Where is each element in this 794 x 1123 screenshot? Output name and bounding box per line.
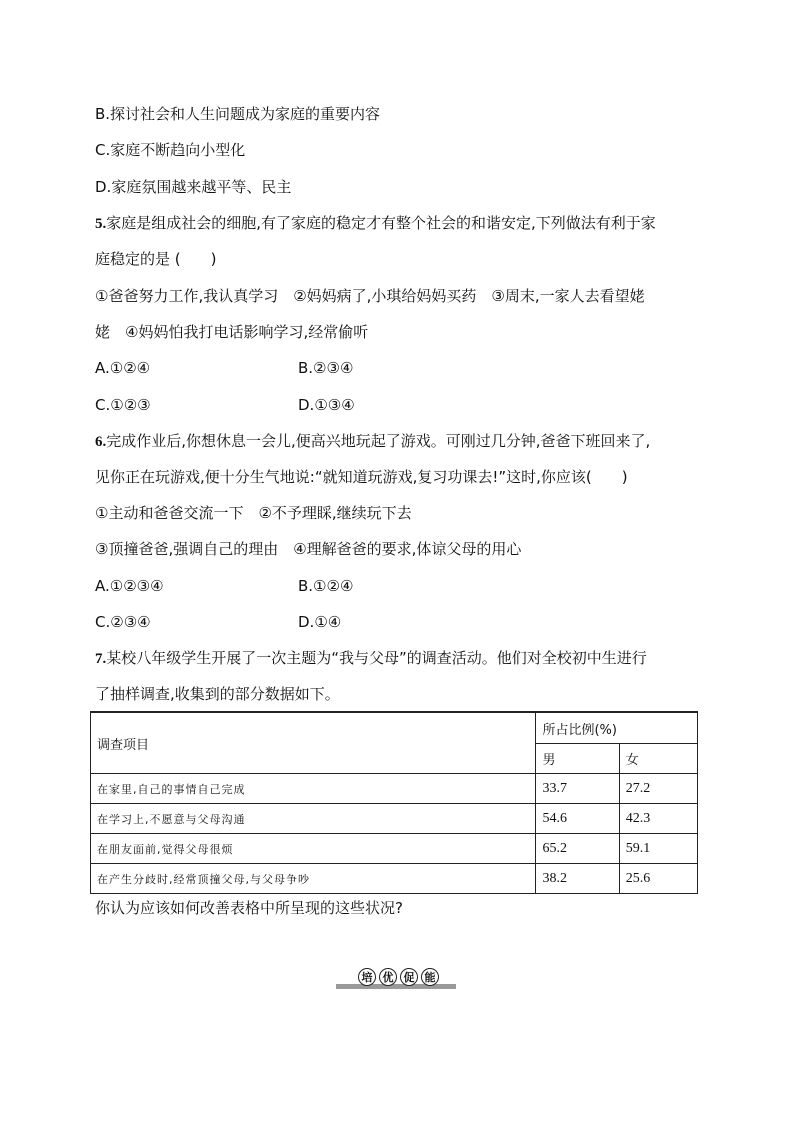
banner-char: 培 (358, 968, 376, 986)
q5-options-row1 (95, 358, 354, 378)
table-row (91, 834, 698, 864)
q6-option-a: A.①②③④ (95, 577, 164, 595)
q7-question: 你认为应该如何改善表格中所呈现的这些状况? (95, 899, 403, 917)
section-banner (336, 968, 456, 990)
row-item: 在产生分歧时,经常顶撞父母,与父母争吵 (91, 864, 536, 894)
q5-stem-line1: 5.家庭是组成社会的细胞,有了家庭的稳定才有整个社会的和谐安定,下列做法有利于家 (95, 214, 656, 232)
banner-char: 促 (400, 968, 418, 986)
q6-option-d: D.①④ (298, 613, 342, 631)
row-item: 在朋友面前,觉得父母很烦 (91, 834, 536, 864)
header-ratio: 所占比例(%) (536, 712, 698, 744)
q5-items-line2: 姥 ④妈妈怕我打电话影响学习,经常偷听 (95, 323, 369, 341)
q5-options-row2 (95, 395, 355, 415)
q5-option-b: B.②③④ (298, 359, 354, 377)
row-item: 在学习上,不愿意与父母沟通 (91, 804, 536, 834)
banner-char: 优 (379, 968, 397, 986)
q6-stem-line1: 6.完成作业后,你想休息一会儿,便高兴地玩起了游戏。可刚过几分钟,爸爸下班回来了, (95, 432, 651, 450)
row-male: 54.6 (536, 804, 619, 834)
q6-option-c: C.②③④ (95, 613, 151, 631)
row-male: 38.2 (536, 864, 619, 894)
q5-stem-line2: 庭稳定的是 ( ) (95, 250, 217, 268)
q4-option-d: D.家庭氛围越来越平等、民主 (95, 178, 292, 196)
q7-stem-line2: 了抽样调查,收集到的部分数据如下。 (95, 685, 340, 703)
row-female: 59.1 (619, 834, 697, 864)
q6-items-line1: ①主动和爸爸交流一下 ②不予理睬,继续玩下去 (95, 504, 412, 522)
row-female: 25.6 (619, 864, 697, 894)
table-row (91, 774, 698, 804)
q6-stem-line2: 见你正在玩游戏,便十分生气地说:“就知道玩游戏,复习功课去!”这时,你应该( ) (95, 468, 628, 486)
q6-number: 6. (95, 434, 107, 450)
q5-number: 5. (95, 216, 107, 232)
table-row (91, 864, 698, 894)
q7-stem-line1: 7.某校八年级学生开展了一次主题为“我与父母”的调查活动。他们对全校初中生进行 (95, 649, 647, 667)
q5-option-a: A.①②④ (95, 359, 151, 377)
survey-table (90, 711, 698, 894)
q6-options-row2 (95, 612, 342, 632)
q5-option-c: C.①②③ (95, 396, 151, 414)
table-row (91, 804, 698, 834)
q4-option-c: C.家庭不断趋向小型化 (95, 141, 246, 159)
q5-items-line1: ①爸爸努力工作,我认真学习 ②妈妈病了,小琪给妈妈买药 ③周末,一家人去看望姥 (95, 287, 645, 305)
q4-option-b: B.探讨社会和人生问题成为家庭的重要内容 (95, 105, 381, 123)
header-item: 调查项目 (91, 712, 536, 774)
banner-char: 能 (421, 968, 439, 986)
q7-number: 7. (95, 651, 107, 667)
q6-items-line2: ③顶撞爸爸,强调自己的理由 ④理解爸爸的要求,体谅父母的用心 (95, 540, 522, 558)
row-male: 33.7 (536, 774, 619, 804)
row-female: 42.3 (619, 804, 697, 834)
q6-options-row1 (95, 576, 354, 596)
header-female: 女 (619, 744, 697, 774)
header-male: 男 (536, 744, 619, 774)
row-male: 65.2 (536, 834, 619, 864)
row-female: 27.2 (619, 774, 697, 804)
row-item: 在家里,自己的事情自己完成 (91, 774, 536, 804)
q6-option-b: B.①②④ (298, 577, 354, 595)
q5-option-d: D.①③④ (298, 396, 355, 414)
